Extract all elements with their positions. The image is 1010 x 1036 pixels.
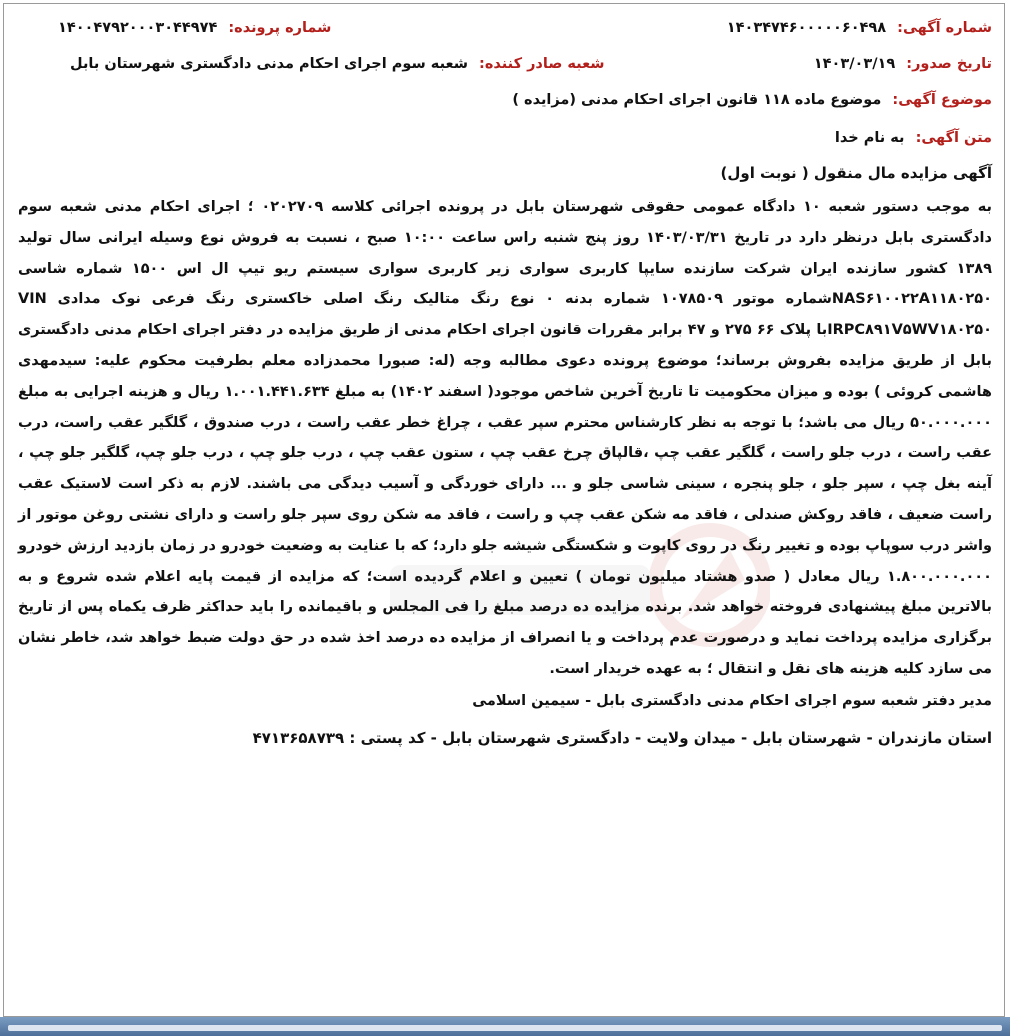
notice-subject: [18, 92, 992, 108]
notice-body: به موجب دستور شعبه ۱۰ دادگاه عمومی حقوقی شهرستان بابل در پرونده اجرائی کلاسه ۰۲۰۲۷۰۹ ؛ اجرای احکام مدنی شعبه سوم دادگستری بابل درنظر دارد در تاریخ ۱۴۰۳/۰۳/۳۱ روز پنج شنبه راس ساعت ۱۰:۰۰ صبح ، نسبت به فروش نوع وسیله ایرانی سال تولید ۱۳۸۹ کشور سازنده ایران شرکت سازنده سایپا کاربری سواری زیر کاربری سواری سیستم ریو تیپ ال اس ۱۵۰۰ شماره شاسی NAS۶۱۰۰۲۲A۱۱۸۰۲۵۰شماره موتور ۱۰۷۸۵۰۹ شماره بدنه ۰ نوع رنگ متالیک رنگ اصلی خاکستری رنگ فرعی نوک مدادی VIN IRPC۸۹۱V۵WV۱۸۰۲۵۰با پلاک ۶۶ ۲۷۵ و ۴۷ برابر مقررات قانون اجرای احکام مدنی از طریق مزایده در دفتر اجرای احکام مدنی دادگستری بابل از طریق مزایده بفروش برساند؛ موضوع پرونده دعوی مطالبه وجه (له: صبورا محمدزاده معلم بطرفیت محکوم علیه: سیدمهدی هاشمی کروئی ) بوده و میزان محکومیت تا تاریخ آخرین شاخص موجود( اسفند ۱۴۰۲) به مبلغ ۱.۰۰۱.۴۴۱.۶۳۴ ریال و هزینه اجرایی به مبلغ ۵۰.۰۰۰.۰۰۰ ریال می باشد؛ با توجه به نظر کارشناس محترم سپر عقب ، چراغ خطر عقب راست ، درب صندوق ، گلگیر عقب راست، درب عقب راست ، درب جلو راست ، گلگیر عقب چپ ،قالپاق چرخ عقب چپ ، ستون عقب چپ ، درب جلو چپ ، درب جلو چپ، گلگیر جلو چپ ، آینه بغل چپ ، سپر جلو ، جلو پنجره ، سینی شاسی جلو و ... دارای خوردگی و آسیب دیدگی می باشند. لازم به ذکر است لاستیک عقب راست ضعیف ، فاقد روکش صندلی ، فاقد مه شکن عقب چپ و راست ، فاقد مه شکن روی سپر جلو راست و دارای نشتی روغن موتور از واشر درب سوپاپ بوده و تغییر رنگ در روی کاپوت و شکستگی شیشه جلو دارد؛ که با عنایت به وضعیت خودرو در زمان بازدید ارزش خودرو ۱.۸۰۰.۰۰۰.۰۰۰ ریال معادل ( صدو هشتاد میلیون تومان ) تعیین و اعلام گردیده است؛ که مزایده از قیمت پایه اعلام شده شروع و به بالاترین مبلغ پیشنهادی فروخته خواهد شد. برنده مزایده ده درصد مبلغ را فی المجلس و باقیمانده را باید حداکثر ظرف یکماه پس از تاریخ برگزاری مزایده پرداخت نماید و درصورت عدم پرداخت و یا انصراف از مزایده ده درصد اخذ شده در حق دولت ضبط خواهد شد، خاطر نشان می سازد کلیه هزینه های نقل و انتقال ؛ به عهده خریدار است.: [18, 199, 992, 677]
case-number-value: ۱۴۰۰۴۷۹۲۰۰۰۳۰۴۴۹۷۴: [58, 20, 218, 36]
notice-subject-label: موضوع آگهی:: [892, 92, 992, 108]
issue-date-value: ۱۴۰۳/۰۳/۱۹: [813, 56, 896, 72]
issue-date: [672, 56, 992, 72]
notice-document: [18, 20, 992, 747]
bottom-frame-bar: [0, 1017, 1010, 1036]
notice-text-line: [18, 130, 992, 146]
issuing-branch-label: شعبه صادر کننده:: [479, 56, 605, 72]
notice-text-value: به نام خدا: [834, 130, 905, 146]
case-number-label: شماره پرونده:: [228, 20, 332, 36]
address-line: استان مازندران - شهرستان بابل - میدان ولایت - دادگستری شهرستان بابل - کد پستی : ۴۷۱۳۶۵۸۷۳۹: [252, 728, 992, 747]
notice-subject-value: موضوع ماده ۱۱۸ قانون اجرای احکام مدنی (مزایده ): [512, 92, 882, 108]
signature-line: مدیر دفتر شعبه سوم اجرای احکام مدنی دادگستری بابل - سیمین اسلامی: [472, 692, 992, 709]
header-row-2: [18, 56, 992, 72]
auction-title: آگهی مزایده مال منقول ( نوبت اول): [720, 164, 992, 182]
bottom-frame-inner: [8, 1025, 1002, 1031]
issuing-branch: [18, 56, 605, 72]
case-number: [18, 20, 331, 36]
issue-date-label: تاریخ صدور:: [906, 56, 992, 72]
notice-text-label: متن آگهی:: [915, 130, 992, 146]
notice-number-label: شماره آگهی:: [897, 20, 992, 36]
issuing-branch-value: شعبه سوم اجرای احکام مدنی دادگستری شهرستان بابل: [70, 56, 468, 72]
header-row-1: [18, 20, 992, 36]
notice-number-value: ۱۴۰۳۴۷۴۶۰۰۰۰۰۶۰۴۹۸: [726, 20, 887, 36]
notice-number: [672, 20, 992, 36]
